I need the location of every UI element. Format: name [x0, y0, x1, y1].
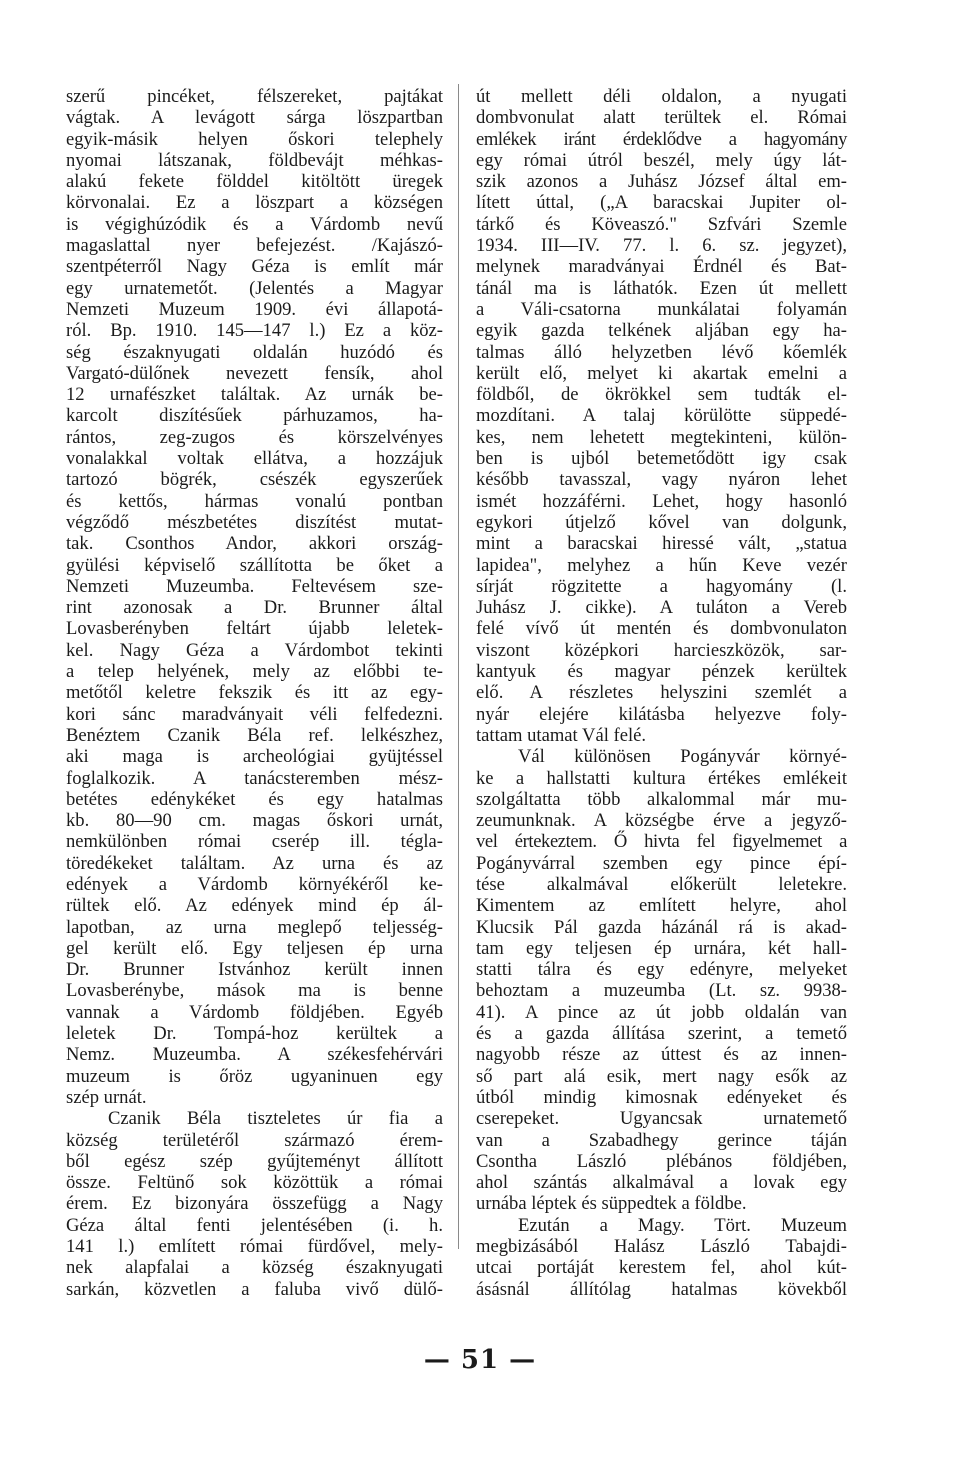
text-line: foglalkozik. A tanácsteremben mész- — [66, 767, 443, 789]
text-line: lített úttal, („A baracskai Jupiter ol- — [476, 192, 847, 214]
text-line: elő. A részletes helyszini szemlét a — [476, 682, 847, 704]
text-line: Nemz. Muzeumba. A székesfehérvári — [66, 1044, 443, 1066]
text-line: nemkülönben római cserép ill. tégla- — [66, 831, 443, 853]
text-line: Csontha László plébános földjében, — [476, 1150, 847, 1172]
text-line: körvonalai. Ez a löszpart a községen — [66, 192, 443, 214]
text-line: vonalakkal voltak ellátva, a hozzájuk — [66, 448, 443, 470]
text-line: ben is ujból betemetődött igy csak — [476, 448, 847, 470]
text-line: gyülési képviselő szállította be őket a — [66, 554, 443, 576]
text-line: szerű pincéket, félszereket, pajtákat — [66, 86, 443, 107]
text-line: szolgáltatta több alkalommal már mu- — [476, 788, 847, 810]
text-line: került elő, melyet ki akartak emelni a — [476, 362, 847, 384]
text-line: metőtől keletre fekszik és itt az egy- — [66, 682, 443, 704]
text-line: 141 l.) említett római fürdővel, mely- — [66, 1236, 443, 1258]
text-line: út mellett déli oldalon, a nyugati — [476, 86, 847, 107]
text-line: vel értekeztem. Ő hivta fel figyelmemet a — [476, 831, 847, 853]
text-line: dombvonulat alatt terültek el. Római — [476, 107, 847, 129]
text-line: később tavasszal, vagy nyáron lehet — [476, 469, 847, 491]
text-line: behoztam a muzeumba (Lt. sz. 9938- — [476, 980, 847, 1002]
text-line: rint azonosak a Dr. Brunner által — [66, 597, 443, 619]
text-line: magaslattal nyer befejezést. /Kajászó- — [66, 235, 443, 257]
text-line: Pogányvárral szemben egy pince épí- — [476, 852, 847, 874]
text-line: nyomai látszanak, földbevájt méhkas- — [66, 149, 443, 171]
text-line: földből, de ökrökkel sem tudták el- — [476, 384, 847, 406]
text-line: kb. 80—90 cm. magas őskori urnát, — [66, 810, 443, 832]
text-line: melynek maradványai Érdnél és Bat- — [476, 256, 847, 278]
text-line: ahol szántás alkalmával a lovak egy — [476, 1172, 847, 1194]
text-line: kantyuk és magyar pénzek kerültek — [476, 661, 847, 683]
text-line: Klucsik Pál gazda házánál rá is akad- — [476, 916, 847, 938]
text-line: statti tálra és egy edényre, melyeket — [476, 959, 847, 981]
text-line: község területéről származó érem- — [66, 1129, 443, 1151]
text-line: a telep helyének, mely az előbbi te- — [66, 661, 443, 683]
left-text-column — [66, 86, 443, 1300]
paragraph-end-line: urnába léptek és süppedtek a földbe. — [476, 1193, 747, 1215]
text-line: utcai portáját kerestem fel, ahol kút- — [476, 1257, 847, 1279]
text-line: nyár elejére kilátásba helyezve foly- — [476, 703, 847, 725]
text-line: talmas álló helyzetben lévő kőemlék — [476, 341, 847, 363]
text-line: alakú fekete földdel kitöltött üregek — [66, 171, 443, 193]
text-line: egyik gazda telkének aljában egy ha- — [476, 320, 847, 342]
text-line: tam egy teljesen ép urnára, két hall- — [476, 937, 847, 959]
text-line: Czanik Béla tiszteletes úr fia a — [108, 1108, 443, 1130]
text-line: Nemzeti Muzeumba. Feltevésem sze- — [66, 575, 443, 597]
text-line: viszont középkori harcieszközök, sar- — [476, 639, 847, 661]
text-line: 12 urnafészket találtak. Az urnák be- — [66, 384, 443, 406]
text-line: rántos, zeg-zugos és körszelvényes — [66, 426, 443, 448]
text-line: és kettős, hármas vonalú pontban — [66, 490, 443, 512]
text-line: mint a baracskai hiressé vált, „statua — [476, 533, 847, 555]
text-line: aki maga is archeológiai gyüjtéssel — [66, 746, 443, 768]
text-line: Kimentem az említett helyre, ahol — [476, 895, 847, 917]
text-line: tartozó bögrék, csészék egyszerűek — [66, 469, 443, 491]
text-line: gel került elő. Egy teljesen ép urna — [66, 937, 443, 959]
text-line: ső part alá esik, mert nagy esők az — [476, 1065, 847, 1087]
text-line: 1934. III—IV. 77. l. 6. sz. jegyzet), — [476, 235, 847, 257]
column-divider — [458, 84, 459, 1249]
text-line: össze. Feltünő sok közöttük a római — [66, 1172, 443, 1194]
text-line: szik azonos a Juhász József által em- — [476, 171, 847, 193]
text-line: Vál különösen Pogányvár környé- — [518, 746, 847, 768]
text-line: szentpéterről Nagy Géza is említ már — [66, 256, 443, 278]
text-line: a Váli-csatorna munkálatai folyamán — [476, 298, 847, 320]
text-line: egy urnatemetőt. (Jelentés a Magyar — [66, 277, 443, 299]
text-line: tése alkalmával előkerült leletekre. — [476, 873, 847, 895]
text-line: Vargató-dülőnek nevezett fensík, ahol — [66, 362, 443, 384]
text-line: egyik-másik helyen őskori telephely — [66, 128, 443, 150]
text-line: lapidea", melyhez a hűn Keve vezér — [476, 554, 847, 576]
text-line: Ezután a Magy. Tört. Muzeum — [518, 1214, 847, 1236]
paragraph-end-line: tattam utamat Vál felé. — [476, 724, 647, 746]
text-line: nek alapfalai a község északnyugati — [66, 1257, 443, 1279]
text-line: Benéztem Czanik Béla ref. lelkészhez, — [66, 724, 443, 746]
text-line: sarkán, közvetlen a faluba vivő dülő- — [66, 1278, 443, 1300]
text-line: kel. Nagy Géza a Várdombot tekinti — [66, 639, 443, 661]
text-line: tak. Csonthos Andor, akkori ország- — [66, 533, 443, 555]
text-line: és a gazda állítása szerint, a temető — [476, 1023, 847, 1045]
text-line: lapotban, az urna meglepő teljesség- — [66, 916, 443, 938]
text-line: ásásnál állítólag hatalmas kövekből — [476, 1278, 847, 1300]
text-line: Dr. Brunner Istvánhoz került innen — [66, 959, 443, 981]
text-line: sírját rögzitette a hagyomány (l. — [476, 575, 847, 597]
text-line: muzeum is őröz ugyaninuen egy — [66, 1065, 443, 1087]
page-number: — 51 — — [423, 1345, 537, 1375]
text-line: érem. Ez bizonyára összefügg a Nagy — [66, 1193, 443, 1215]
text-line: Juhász J. cikke). A tuláton a Vereb — [476, 597, 847, 619]
text-line: nagyobb része az úttest és az innen- — [476, 1044, 847, 1066]
text-line: ról. Bp. 1910. 145—147 l.) Ez a köz- — [66, 320, 443, 342]
text-line: Géza által fenti jelentésében (i. h. — [66, 1214, 443, 1236]
text-line: kes, nem lehetett megtekinteni, külön- — [476, 426, 847, 448]
text-line: felé vívő út mentén és dombvonulaton — [476, 618, 847, 640]
text-line: ke a hallstatti kultura értékes emlékeit — [476, 767, 847, 789]
text-line: vannak a Várdomb földjében. Egyéb — [66, 1001, 443, 1023]
text-line: ismét hozzáférni. Lehet, hogy hasonló — [476, 490, 847, 512]
text-line: is végighúzódik és a Várdomb nevű — [66, 213, 443, 235]
text-line: edények a Várdomb környékéről ke- — [66, 873, 443, 895]
paragraph-end-line: szép urnát. — [66, 1086, 147, 1108]
text-line: töredékeket találtam. Az urna és az — [66, 852, 443, 874]
text-line: egy római útról beszél, mely úgy lát- — [476, 149, 847, 171]
text-line: cserepeket. Ugyancsak urnatemető — [476, 1108, 847, 1130]
text-line: egykori útjelző kővel van dolgunk, — [476, 511, 847, 533]
text-line: zeumunknak. A községbe érve a jegyző- — [476, 810, 847, 832]
text-line: megbizásából Halász László Tabajdi- — [476, 1236, 847, 1258]
text-line: rültek elő. Az edények mind ép ál- — [66, 895, 443, 917]
text-line: Lovasberénybe, mások ma is benne — [66, 980, 443, 1002]
text-line: leletek Dr. Tompá-hoz kerültek a — [66, 1023, 443, 1045]
text-line: Lovasberényben feltárt újabb leletek- — [66, 618, 443, 640]
text-line: végződő mészbetétes diszítést mutat- — [66, 511, 443, 533]
text-line: Nemzeti Muzeum 1909. évi állapotá- — [66, 298, 443, 320]
text-line: tárkő és Köveaszó." Szfvári Szemle — [476, 213, 847, 235]
text-line: mozdítani. A talaj körülötte süppedé- — [476, 405, 847, 427]
text-line: van a Szabadhegy gerince táján — [476, 1129, 847, 1151]
text-line: ből egész szép gyűjteményt állított — [66, 1150, 443, 1172]
text-line: emlékek iránt érdeklődve a hagyomány — [476, 128, 847, 150]
text-line: betétes edénykéket és egy hatalmas — [66, 788, 443, 810]
text-line: ség északnyugati oldalán huzódó és — [66, 341, 443, 363]
text-line: kori sánc maradványait véli felfedezni. — [66, 703, 443, 725]
text-line: tánál ma is láthatók. Ezen út mellett — [476, 277, 847, 299]
text-line: karcolt diszítésűek párhuzamos, ha- — [66, 405, 443, 427]
text-line: útból mindig kimosnak edényeket és — [476, 1086, 847, 1108]
text-line: vágtak. A levágott sárga löszpartban — [66, 107, 443, 129]
right-text-column — [476, 86, 847, 1300]
text-line: 41). A pince az út jobb oldalán van — [476, 1001, 847, 1023]
